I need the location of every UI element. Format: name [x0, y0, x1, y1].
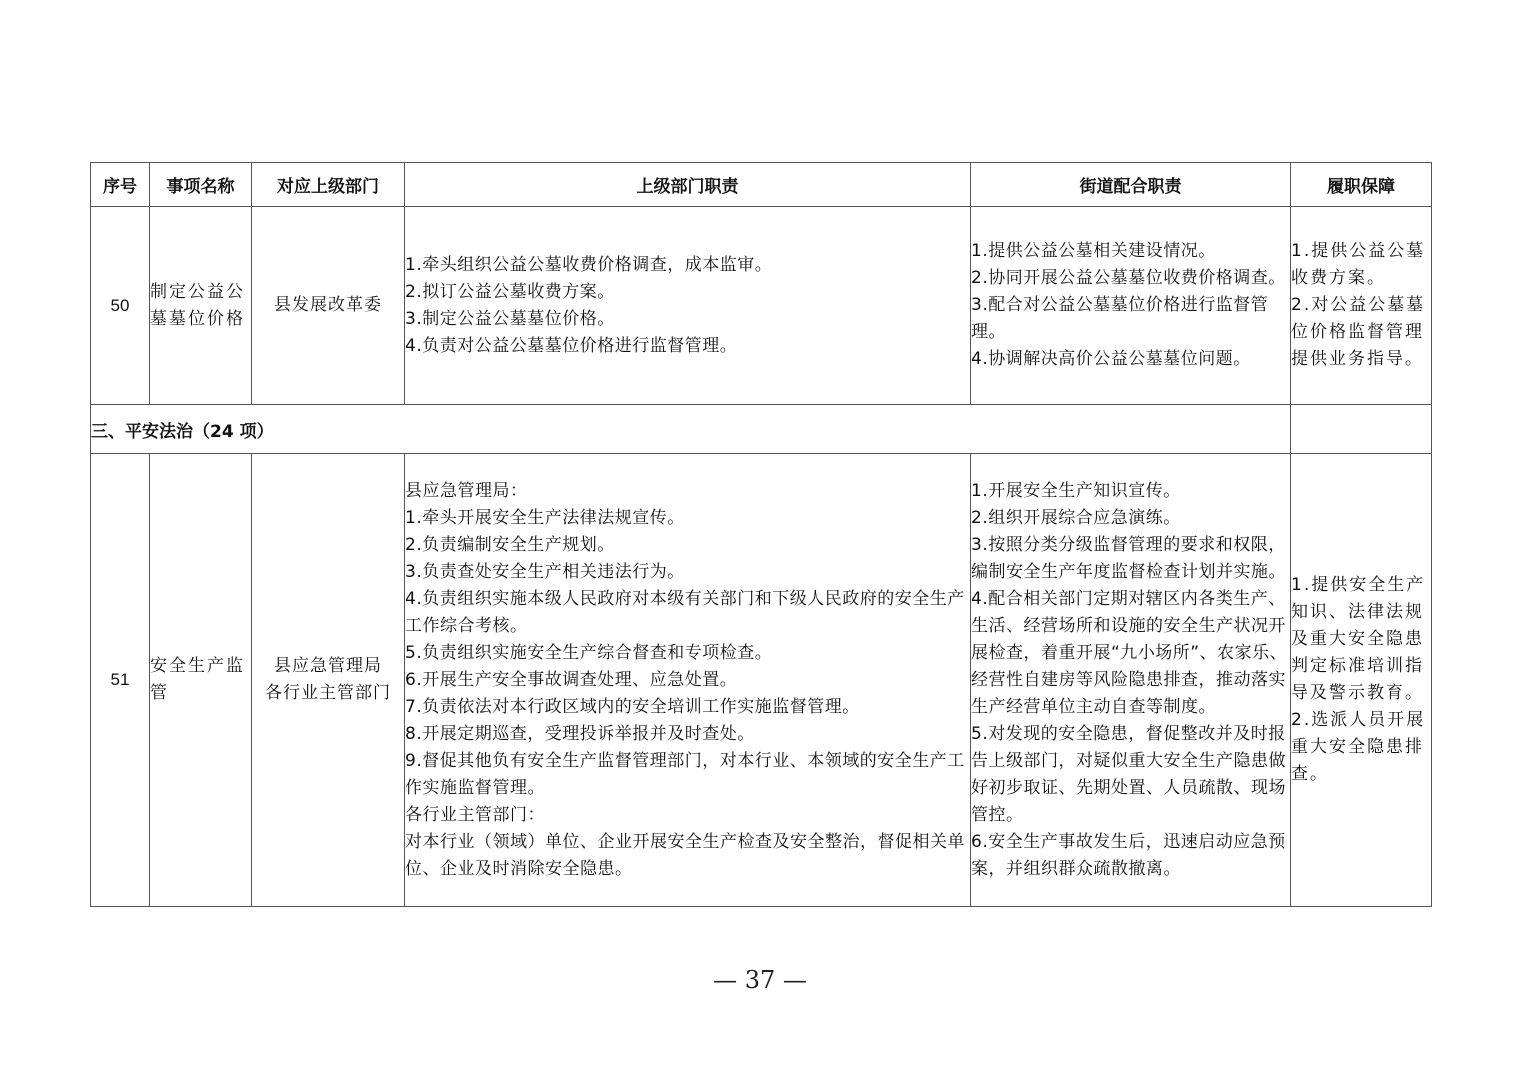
- street-duty-line: 5.对发现的安全隐患，督促整改并及时报告上级部门，对疑似重大安全生产隐患做好初步取证、先期处置、人员疏散、现场管控。: [971, 723, 1286, 825]
- street-duty-line: 4.配合相关部门定期对辖区内各类生产、生活、经营场所和设施的安全生产状况开展检查，着重开展“九小场所”、农家乐、经营性自建房等风险隐患排查，推动落实生产经营单位主动自查等制度。: [971, 588, 1288, 717]
- duty-line: 县应急管理局：: [405, 480, 528, 501]
- item-name: 制定公益公墓墓位价格: [150, 207, 252, 405]
- duty-line: 9.督促其他负有安全生产监督管理部门，对本行业、本领域的安全生产工作实施监督管理。: [405, 750, 965, 798]
- duty-line: 2.负责编制安全生产规划。: [405, 534, 615, 555]
- table-row: [91, 207, 1432, 405]
- duty-line: 1.牵头开展安全生产法律法规宣传。: [405, 507, 685, 528]
- section-title: 三、平安法治（24 项）: [91, 405, 1291, 454]
- guarantee-cell: [1291, 454, 1432, 907]
- header-upper-department: 对应上级部门: [252, 163, 405, 207]
- page-number: — 37 —: [713, 966, 807, 994]
- street-duty-line: 3.按照分类分级监督管理的要求和权限，编制安全生产年度监督检查计划并实施。: [971, 534, 1286, 582]
- duty-line: 各行业主管部门：: [405, 804, 545, 825]
- department-line: 县发展改革委: [274, 295, 382, 315]
- duty-line: 对本行业（领域）单位、企业开展安全生产检查及安全整治，督促相关单位、企业及时消除安全隐患。: [405, 831, 965, 879]
- department-line: 县应急管理局: [274, 656, 382, 676]
- duty-line: 8.开展定期巡查，受理投诉举报并及时查处。: [405, 723, 755, 744]
- duty-line: 3.制定公益公墓墓位价格。: [405, 308, 615, 329]
- street-duties: [971, 207, 1291, 405]
- duty-table: [90, 162, 1432, 907]
- header-street-duties: 街道配合职责: [971, 163, 1291, 207]
- table-row: [91, 454, 1432, 907]
- header-item-name: 事项名称: [150, 163, 252, 207]
- row-number: 50: [91, 207, 150, 405]
- duty-line: 1.牵头组织公益公墓收费价格调查，成本监审。: [405, 254, 773, 275]
- department-line: 各行业主管部门: [265, 683, 391, 703]
- street-duty-line: 2.组织开展综合应急演练。: [971, 507, 1181, 528]
- street-duty-line: 2.协同开展公益公墓墓位收费价格调查。: [971, 268, 1286, 288]
- guarantee-line: 1.提供公益公墓收费方案。: [1291, 241, 1426, 288]
- street-duties: [971, 454, 1291, 907]
- section-empty-cell: [1291, 405, 1432, 454]
- duty-line: 2.拟订公益公墓收费方案。: [405, 281, 615, 302]
- upper-department: [252, 454, 405, 907]
- duty-line: 4.负责对公益公墓墓位价格进行监督管理。: [405, 335, 738, 356]
- row-number: 51: [91, 454, 150, 907]
- duty-line: 5.负责组织实施安全生产综合督查和专项检查。: [405, 642, 773, 663]
- duty-line: 6.开展生产安全事故调查处理、应急处置。: [405, 669, 738, 690]
- header-upper-duties: 上级部门职责: [405, 163, 971, 207]
- street-duty-line: 1.开展安全生产知识宣传。: [971, 480, 1181, 501]
- item-name: 安全生产监管: [150, 454, 252, 907]
- street-duty-line: 6.安全生产事故发生后，迅速启动应急预案，并组织群众疏散撤离。: [971, 831, 1286, 879]
- section-row: [91, 405, 1432, 454]
- table-header-row: [91, 163, 1432, 207]
- guarantee-line: 2.对公益公墓墓位价格监督管理提供业务指导。: [1291, 295, 1426, 369]
- guarantee-cell: [1291, 207, 1432, 405]
- guarantee-line: 2.选派人员开展重大安全隐患排查。: [1291, 710, 1426, 784]
- duty-line: 4.负责组织实施本级人民政府对本级有关部门和下级人民政府的安全生产工作综合考核。: [405, 588, 965, 636]
- upper-duties: [405, 207, 971, 405]
- header-serial: 序号: [91, 163, 150, 207]
- duty-line: 3.负责查处安全生产相关违法行为。: [405, 561, 685, 582]
- street-duty-line: 1.提供公益公墓相关建设情况。: [971, 241, 1216, 261]
- street-duty-line: 4.协调解决高价公益公墓墓位问题。: [971, 349, 1251, 369]
- guarantee-line: 1.提供安全生产知识、法律法规及重大安全隐患判定标准培训指导及警示教育。: [1291, 575, 1426, 703]
- upper-duties: [405, 454, 971, 907]
- header-guarantee: 履职保障: [1291, 163, 1432, 207]
- duty-line: 7.负责依法对本行政区域内的安全培训工作实施监督管理。: [405, 696, 860, 717]
- upper-department: [252, 207, 405, 405]
- street-duty-line: 3.配合对公益公墓墓位价格进行监督管理。: [971, 295, 1269, 342]
